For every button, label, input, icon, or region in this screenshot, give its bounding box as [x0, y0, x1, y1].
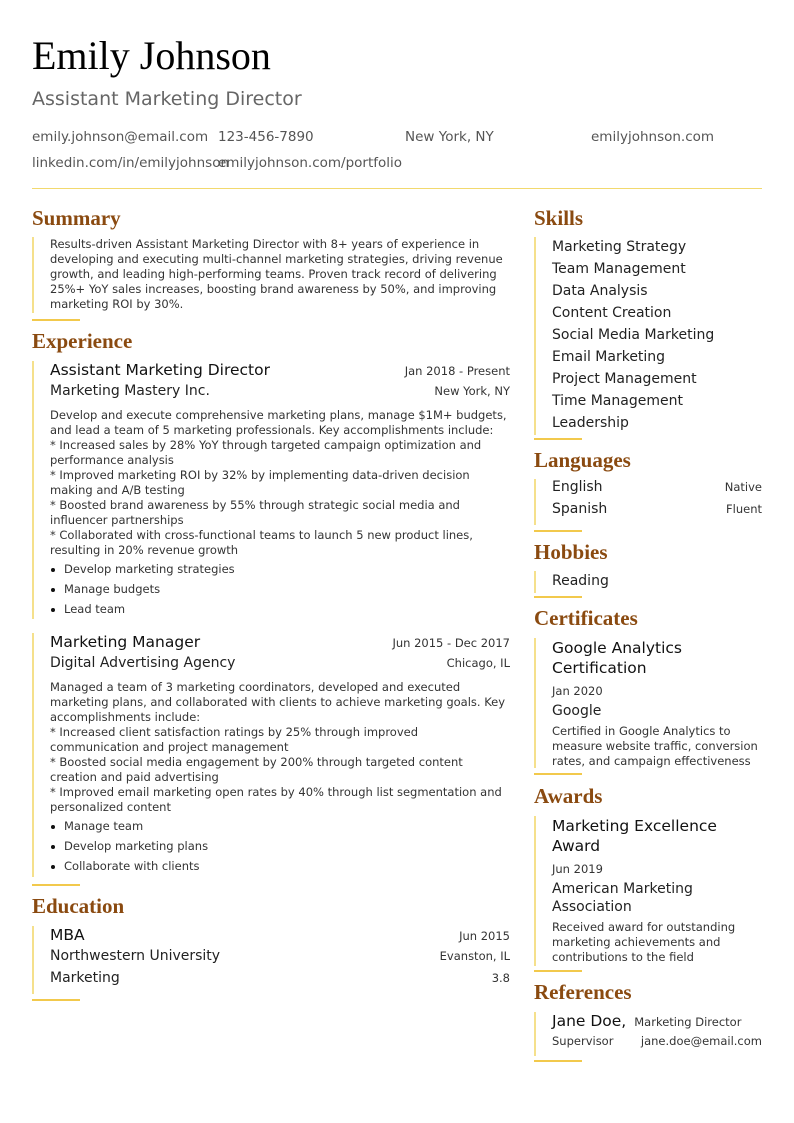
skills-list — [534, 237, 762, 435]
skill-item: Content Creation — [552, 305, 672, 321]
experience-dates: Jan 2018 - Present — [404, 364, 510, 378]
candidate-name: Emily Johnson — [32, 33, 271, 78]
summary-text: Results-driven Assistant Marketing Director with 8+ years of experience in developing and executing multi-channel marketing strategies, driving revenue growth, and leading high-performing teams. Proven track record of delivering 25%+ YoY sales increases, boosting brand awareness by 50%, and improving marketing ROI by 30%. — [50, 237, 503, 311]
summary-block — [32, 237, 510, 313]
experience-description: Develop and execute comprehensive marketing plans, manage $1M+ budgets, and lead a team of 5 marketing professionals. Key accomplishments include: * Increased sales by 28% YoY through targeted campaign optimization and performance analysis * Improved marketing ROI by 32% by implementing data-driven decision making and A/B testing * Boosted brand awareness by 55% through strategic social media and influencer partnerships * Collaborated with cross-functional teams to launch 5 new product lines, resulting in 20% revenue growth — [50, 408, 507, 557]
skill-item: Time Management — [552, 393, 683, 409]
header-divider — [32, 188, 762, 189]
section-underline — [534, 438, 582, 440]
certificate-description: Certified in Google Analytics to measure website traffic, conversion rates, and campaign effectiveness — [552, 724, 758, 768]
certificate-issuer: Google — [552, 703, 602, 719]
hobby-item: Reading — [552, 573, 609, 589]
section-underline — [32, 999, 80, 1001]
education-date: Jun 2015 — [459, 929, 510, 943]
hobbies-list — [534, 571, 762, 593]
section-underline — [534, 773, 582, 775]
section-underline — [32, 884, 80, 886]
list-item: Lead team — [50, 599, 510, 619]
certificates-heading: Certificates — [534, 606, 638, 630]
languages-list — [534, 479, 762, 525]
list-item: Manage team — [50, 816, 510, 836]
section-underline — [32, 319, 80, 321]
reference-name: Jane Doe, — [552, 1012, 627, 1030]
skill-item: Email Marketing — [552, 349, 666, 365]
list-item: Develop marketing plans — [50, 836, 510, 856]
experience-location: Chicago, IL — [446, 656, 510, 670]
experience-bullets — [50, 559, 510, 619]
email-link[interactable]: emily.johnson@email.com — [32, 129, 209, 145]
award-name: Marketing Excellence Award — [552, 817, 717, 855]
experience-company: Marketing Mastery Inc. — [50, 383, 210, 399]
experience-company: Digital Advertising Agency — [50, 655, 236, 671]
awards-heading: Awards — [534, 784, 603, 808]
education-location: Evanston, IL — [439, 949, 510, 963]
education-field: Marketing — [50, 970, 120, 986]
experience-dates: Jun 2015 - Dec 2017 — [392, 636, 510, 650]
section-underline — [534, 970, 582, 972]
reference-position: Marketing Director — [634, 1015, 742, 1029]
section-underline — [534, 1060, 582, 1062]
certificate-date: Jan 2020 — [552, 684, 603, 698]
list-item: Collaborate with clients — [50, 856, 510, 876]
website-link[interactable]: emilyjohnson.com — [591, 129, 715, 145]
education-heading: Education — [32, 894, 125, 918]
skill-item: Leadership — [552, 415, 629, 431]
experience-description: Managed a team of 3 marketing coordinators, developed and executed marketing plans, and collaborated with clients to achieve marketing goals. Key accomplishments include: * Increased client satisfaction ratings by 25% through improved communication and project management * Boosted social media engagement by 200% through targeted content creation and paid advertising * Improved email marketing open rates by 40% through list segmentation and personalized content — [50, 680, 506, 814]
languages-heading: Languages — [534, 448, 631, 472]
portfolio-link[interactable]: emilyjohnson.com/portfolio — [218, 155, 403, 171]
language-name: English — [552, 479, 603, 495]
education-gpa: 3.8 — [491, 971, 510, 985]
certificate-item — [534, 638, 762, 768]
education-school: Northwestern University — [50, 948, 221, 964]
experience-bullets — [50, 816, 510, 876]
skill-item: Project Management — [552, 371, 697, 387]
skill-item: Team Management — [552, 261, 686, 277]
education-item — [32, 926, 510, 994]
list-item: Develop marketing strategies — [50, 559, 510, 579]
job-title: Assistant Marketing Director — [32, 88, 302, 110]
skill-item: Marketing Strategy — [552, 239, 687, 255]
reference-relation: Supervisor — [552, 1034, 614, 1048]
award-item — [534, 816, 762, 966]
section-underline — [534, 596, 582, 598]
location-text: New York, NY — [405, 129, 494, 145]
experience-item — [32, 361, 510, 619]
experience-heading: Experience — [32, 329, 133, 353]
experience-title: Marketing Manager — [50, 633, 201, 651]
section-underline — [534, 530, 582, 532]
skills-heading: Skills — [534, 206, 584, 230]
experience-location: New York, NY — [434, 384, 510, 398]
references-heading: References — [534, 980, 632, 1004]
linkedin-link[interactable]: linkedin.com/in/emilyjohnson — [32, 155, 230, 171]
summary-heading: Summary — [32, 206, 121, 230]
education-degree: MBA — [50, 926, 85, 944]
hobbies-heading: Hobbies — [534, 540, 608, 564]
skill-item: Data Analysis — [552, 283, 648, 299]
skill-item: Social Media Marketing — [552, 327, 715, 343]
reference-item — [534, 1012, 762, 1056]
award-date: Jun 2019 — [552, 862, 603, 876]
language-level: Fluent — [726, 502, 762, 516]
experience-title: Assistant Marketing Director — [50, 361, 270, 379]
language-name: Spanish — [552, 501, 608, 517]
phone-number: 123-456-7890 — [218, 129, 314, 145]
award-issuer: American Marketing Association — [552, 881, 693, 915]
list-item: Manage budgets — [50, 579, 510, 599]
certificate-name: Google Analytics Certification — [552, 639, 682, 677]
reference-email[interactable]: jane.doe@email.com — [640, 1034, 762, 1048]
award-description: Received award for outstanding marketing achievements and contributions to the field — [552, 920, 736, 964]
language-level: Native — [724, 480, 762, 494]
experience-item — [32, 633, 510, 877]
